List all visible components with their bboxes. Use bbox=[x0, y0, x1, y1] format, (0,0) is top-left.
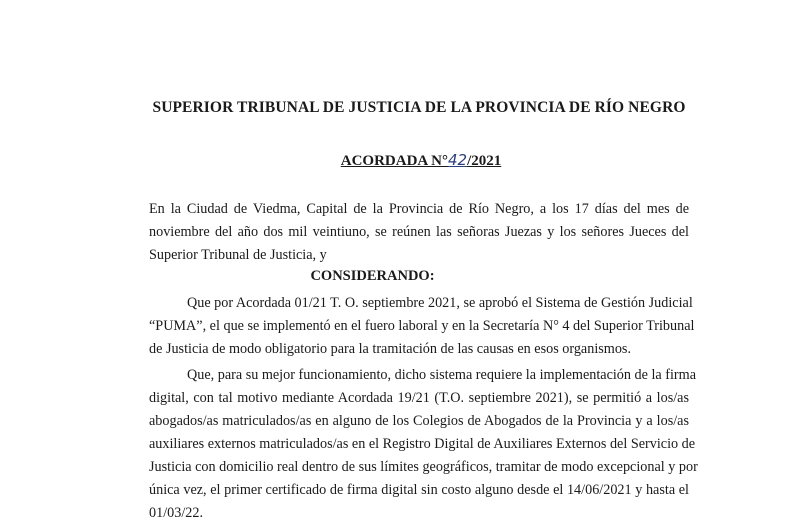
paragraph-line: Justicia con domicilio real dentro de sus límites geográficos, tramitar de modo excepcional y por bbox=[149, 459, 698, 475]
paragraph-line: Que, para su mejor funcionamiento, dicho sistema requiere la implementación de la firma bbox=[187, 367, 696, 383]
considerando-paragraph-2 bbox=[149, 364, 698, 525]
intro-line: noviembre del año dos mil veintiuno, se reúnen las señoras Juezas y los señores Jueces del bbox=[149, 224, 689, 240]
considerando-heading: CONSIDERANDO: bbox=[310, 268, 435, 284]
considerando-paragraph-1 bbox=[149, 292, 695, 361]
paragraph-line: única vez, el primer certificado de firma digital sin costo alguno desde el 14/06/2021 y hasta el bbox=[149, 482, 689, 498]
paragraph-line: abogados/as matriculados/as en alguno de los Colegios de Abogados de la Provincia y a los/as bbox=[149, 413, 689, 429]
paragraph-line: Que por Acordada 01/21 T. O. septiembre 2021, se aprobó el Sistema de Gestión Judicial bbox=[187, 295, 693, 311]
paragraph-line: “PUMA”, el que se implementó en el fuero laboral y en la Secretaría N° 4 del Superior Tribunal bbox=[149, 318, 695, 334]
acordada-prefix: ACORDADA N° bbox=[340, 153, 448, 169]
acordada-year: /2021 bbox=[467, 153, 502, 169]
court-title: SUPERIOR TRIBUNAL DE JUSTICIA DE LA PROVINCIA DE RÍO NEGRO bbox=[152, 99, 686, 116]
paragraph-line: digital, con tal motivo mediante Acordada 19/21 (T.O. septiembre 2021), se permitió a los/as bbox=[149, 390, 689, 406]
paragraph-line: 01/03/22. bbox=[149, 505, 203, 521]
intro-line: En la Ciudad de Viedma, Capital de la Provincia de Río Negro, a los 17 días del mes de bbox=[149, 201, 689, 217]
paragraph-line: auxiliares externos matriculados/as en el Registro Digital de Auxiliares Externos del Servicio de bbox=[149, 436, 696, 452]
paragraph-line: de Justicia de modo obligatorio para la tramitación de las causas en esos organismos. bbox=[149, 341, 631, 357]
acordada-handwritten-number: 42 bbox=[447, 151, 468, 169]
intro-paragraph bbox=[149, 198, 689, 267]
acordada-number bbox=[0, 151, 800, 170]
intro-line: Superior Tribunal de Justicia, y bbox=[149, 247, 327, 263]
